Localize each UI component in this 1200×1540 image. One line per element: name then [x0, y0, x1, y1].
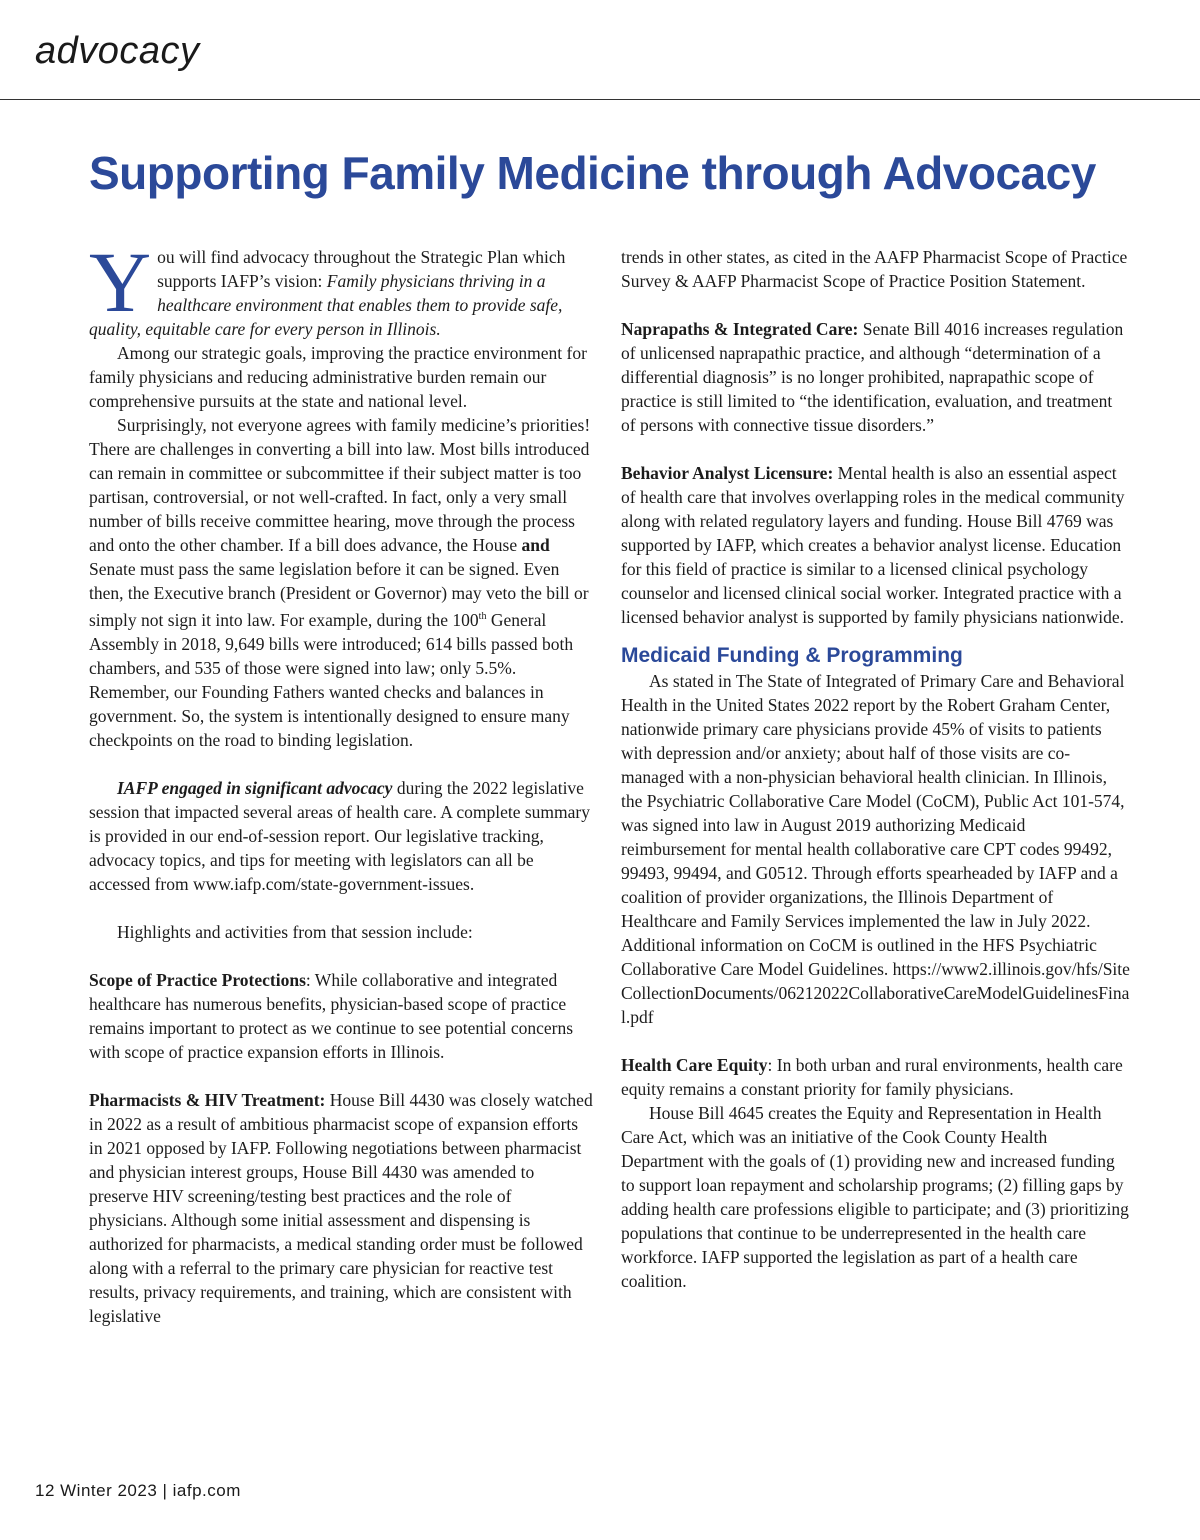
behavior-text: Mental health is also an essential aspect of health care that involves overlapping roles in the medical community along with related regulatory layers and funding. House Bill 4769 was supported by IAFP, which creates a behavior analyst license. Education for this field of practice is similar to a licensed clinical psychology counselor and licensed clinical social worker. Integrated practice with a licensed behavior analyst is supported by family physicians nationwide. [621, 463, 1125, 627]
ordinal-suffix: th [478, 611, 487, 622]
pharmacists-heading: Pharmacists & HIV Treatment: [89, 1089, 326, 1110]
scope-paragraph [89, 968, 594, 1064]
drop-cap: Y [89, 234, 152, 330]
challenges-text-2: Senate must pass the same legislation before it can be signed. Even then, the Executive branch (President or Governor) may veto the bill or simply not sign it into law. For example, during the 100 [89, 559, 589, 630]
naprapaths-paragraph [621, 317, 1131, 437]
pharmacists-text: House Bill 4430 was closely watched in 2022 as a result of ambitious pharmacist scope of expansion efforts in 2021 opposed by IAFP. Following negotiations between pharmacist and physician interest groups, House Bill 4430 was amended to preserve HIV screening/testing best practices and the role of physicians. Although some initial assessment and dispensing is authorized for pharmacists, a medical standing order must be followed along with a referral to the primary care physician for reactive test results, privacy requirements, and training, which are consistent with legislative [89, 1089, 593, 1326]
header-divider [0, 99, 1200, 100]
scope-heading: Scope of Practice Protections [89, 969, 306, 990]
vision-statement: Family physicians thriving in a healthcare environment that enables them to provide safe, quality, equitable care for every person in Illinois. [89, 271, 563, 339]
equity-text: : In both urban and rural environments, health care equity remains a constant priority for family physicians. [621, 1055, 1123, 1099]
medicaid-text: As stated in The State of Integrated of Primary Care and Behavioral Health in the United States 2022 report by the Robert Graham Center, nationwide primary care physicians provide 45% of visits to patients with depression and/or anxiety; about half of those visits are co-managed with a non-physician behavioral health clinician. In Illinois, the Psychiatric Collaborative Care Model (CoCM), Public Act 101-574, was signed into law in August 2019 authorizing Medicaid reimbursement for mental health collaborative care CPT codes 99492, 99493, 99494, and G0512. Through efforts spearheaded by IAFP and a coalition of provider organizations, the Illinois Department of Healthcare and Family Services implemented the law in July 2022. Additional information on CoCM is outlined in the HFS Psychiatric Collaborative Care Model Guidelines. [621, 671, 1125, 979]
hfs-guidelines-link[interactable]: https://www2.illinois.gov/hfs/SiteCollectionDocuments/06212022CollaborativeCareModelGuidelinesFinal.pdf [621, 959, 1130, 1027]
behavior-heading: Behavior Analyst Licensure: [621, 463, 834, 483]
naprapaths-text: Senate Bill 4016 increases regulation of unlicensed naprapathic practice, and although “determination of a differential diagnosis” is no longer prohibited, naprapathic scope of practice is still limited to “the identification, evaluation, and treatment of persons with connective tissue disorders.” [621, 319, 1124, 435]
medicaid-subheading: Medicaid Funding & Programming [621, 644, 963, 667]
naprapaths-heading: Naprapaths & Integrated Care: [621, 319, 859, 339]
highlights-paragraph: Highlights and activities from that session include: [117, 921, 473, 942]
challenges-bold: and [521, 535, 550, 555]
challenges-paragraph [89, 413, 594, 752]
section-tag: advocacy [35, 30, 200, 72]
equity-paragraph [621, 1053, 1131, 1101]
engaged-lead: IAFP engaged in significant advocacy [117, 777, 393, 798]
behavior-paragraph [621, 461, 1131, 629]
right-column [621, 245, 1131, 1293]
engaged-paragraph [89, 776, 594, 896]
intro-paragraph [89, 234, 594, 341]
equity-heading: Health Care Equity [621, 1055, 768, 1075]
page-footer: 12 Winter 2023 | iafp.com [35, 1481, 241, 1500]
challenges-text-3: General Assembly in 2018, 9,649 bills were introduced; 614 bills passed both chambers, and 535 of those were signed into law; only 5.5%. Remember, our Founding Fathers wanted checks and balances in government. So, the system is intentionally designed to ensure many checkpoints on the road to binding legislation. [89, 609, 574, 750]
engaged-text: during the 2022 legislative session that impacted several areas of health care. A complete summary is provided in our end-of-session report. Our legislative tracking, advocacy topics, and tips for meeting with legislators can all be accessed from www.iafp.com/state-government-issues. [89, 777, 590, 894]
medicaid-paragraph [621, 669, 1131, 1029]
pharmacists-paragraph [89, 1088, 594, 1328]
goals-paragraph: Among our strategic goals, improving the practice environment for family physicians and reducing administrative burden remain our comprehensive pursuits at the state and national level. [89, 343, 587, 411]
page-title: Supporting Family Medicine through Advocacy [89, 147, 1096, 199]
scope-text: : While collaborative and integrated healthcare has numerous benefits, physician-based scope of practice remains important to protect as we continue to see potential concerns with scope of practice expansion efforts in Illinois. [89, 969, 574, 1062]
equity-bill-paragraph: House Bill 4645 creates the Equity and Representation in Health Care Act, which was an initiative of the Cook County Health Department with the goals of (1) providing new and increased funding to support loan repayment and scholarship programs; (2) filling gaps by adding health care professions eligible to participate; and (3) prioritizing populations that continue to be underrepresented in the health care workforce. IAFP supported the legislation as part of a health care coalition. [621, 1103, 1129, 1291]
left-column [89, 234, 594, 1328]
intro-text: ou will find advocacy throughout the Strategic Plan which supports IAFP’s vision: [157, 247, 566, 291]
continuation-paragraph: trends in other states, as cited in the AAFP Pharmacist Scope of Practice Survey & AAFP Pharmacist Scope of Practice Position Statement. [621, 247, 1128, 291]
challenges-text-1: Surprisingly, not everyone agrees with family medicine’s priorities! There are challenges in converting a bill into law. Most bills introduced can remain in committee or subcommittee if their subject matter is too partisan, controversial, or not well-crafted. In fact, only a very small number of bills receive committee hearing, move through the process and onto the other chamber. If a bill does advance, the House [89, 415, 591, 555]
